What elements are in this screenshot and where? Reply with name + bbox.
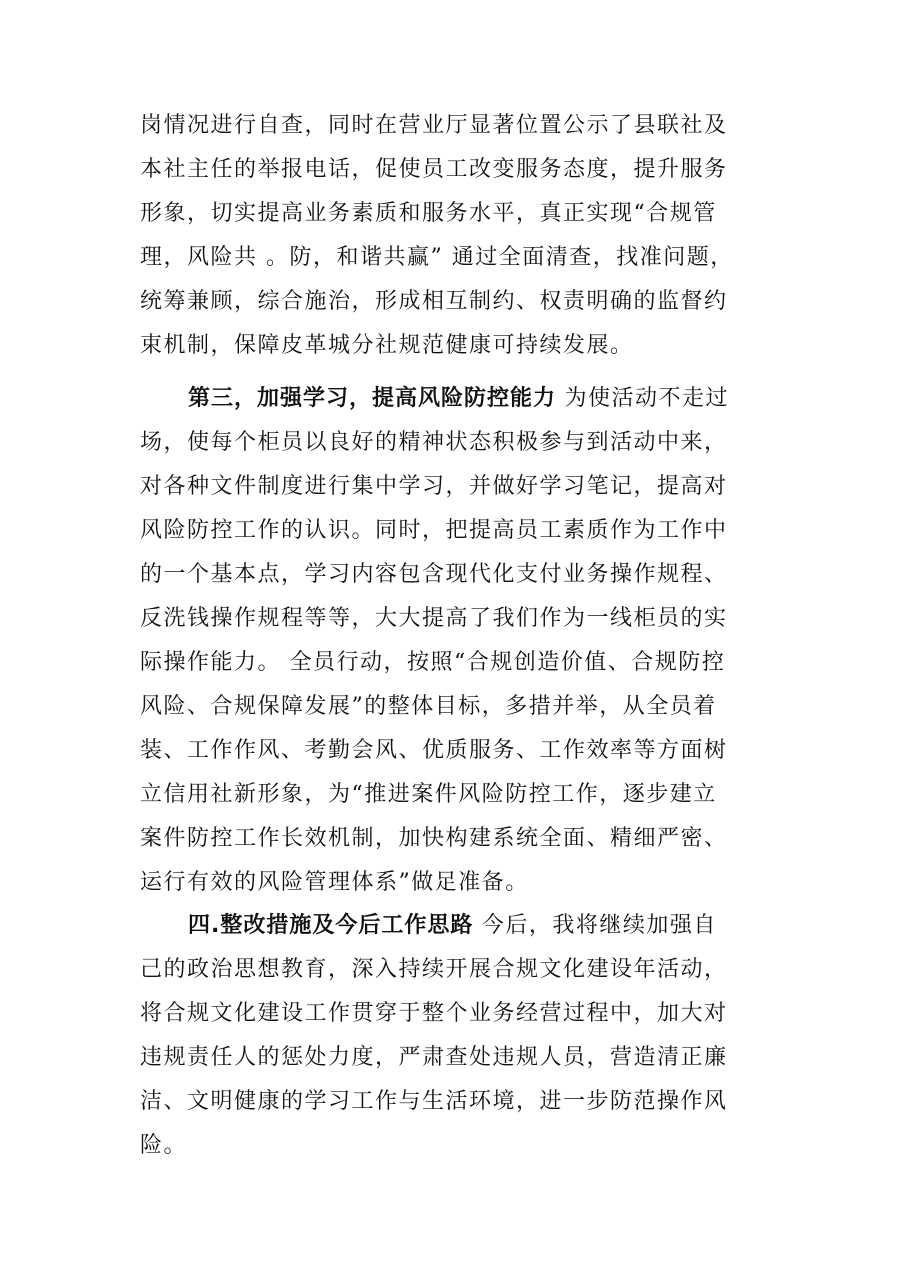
text-run: 为使活动不走过 — [556, 386, 730, 411]
text-line: 束机制，保障皮革城分社规范健康可持续发展。 — [140, 333, 634, 358]
text-line: 风险防控工作的认识。同时，把提高员工素质作为工作中 — [140, 518, 728, 543]
text-line: 案件防控工作长效机制，加快构建系统全面、精细严密、 — [140, 826, 728, 851]
text-line: 风险、合规保障发展”的整体目标，多措并举，从全员着 — [140, 694, 717, 719]
text-line: 运行有效的风险管理体系”做足准备。 — [140, 870, 529, 895]
text-line: 反洗钱操作规程等等，大大提高了我们作为一线柜员的实 — [140, 606, 728, 631]
text-line: 装、工作作风、考勤会风、优质服务、工作效率等方面树 — [140, 738, 728, 763]
text-line: 际操作能力。 全员行动，按照“合规创造价值、合规防控 — [140, 650, 726, 675]
text-line — [188, 911, 717, 941]
text-line: 险。 — [140, 1133, 188, 1158]
text-line: 场，使每个柜员以良好的精神状态积极参与到活动中来， — [140, 430, 728, 455]
text-line: 立信用社新形象，为“推进案件风险防控工作，逐步建立 — [140, 782, 717, 807]
text-line: 岗情况进行自查，同时在营业厅显著位置公示了县联社及 — [140, 113, 728, 138]
section-heading: 第三，加强学习，提高风险防控能力 — [188, 386, 557, 411]
text-line: 本社主任的举报电话，促使员工改变服务态度，提升服务 — [140, 157, 728, 182]
section-heading: 四.整改措施及今后工作思路 — [188, 913, 474, 938]
text-line: 对各种文件制度进行集中学习，并做好学习笔记，提高对 — [140, 474, 728, 499]
text-line: 形象，切实提高业务素质和服务水平，真正实现“合规管 — [140, 201, 717, 226]
text-line: 违规责任人的惩处力度，严肃查处违规人员，营造清正廉 — [140, 1045, 728, 1070]
text-line: 己的政治思想教育，深入持续开展合规文化建设年活动， — [140, 957, 728, 982]
text-line — [188, 384, 729, 414]
text-line: 的一个基本点，学习内容包含现代化支付业务操作规程、 — [140, 562, 728, 587]
text-line: 将合规文化建设工作贯穿于整个业务经营过程中，加大对 — [140, 1001, 728, 1026]
text-line: 洁、文明健康的学习工作与生活环境，进一步防范操作风 — [140, 1089, 728, 1114]
text-run: 今后，我将继续加强自 — [473, 913, 717, 938]
text-line: 统筹兼顾，综合施治，形成相互制约、权责明确的监督约 — [140, 289, 728, 314]
text-line: 理，风险共 。防，和谐共赢” 通过全面清查，找准问题， — [140, 245, 734, 270]
